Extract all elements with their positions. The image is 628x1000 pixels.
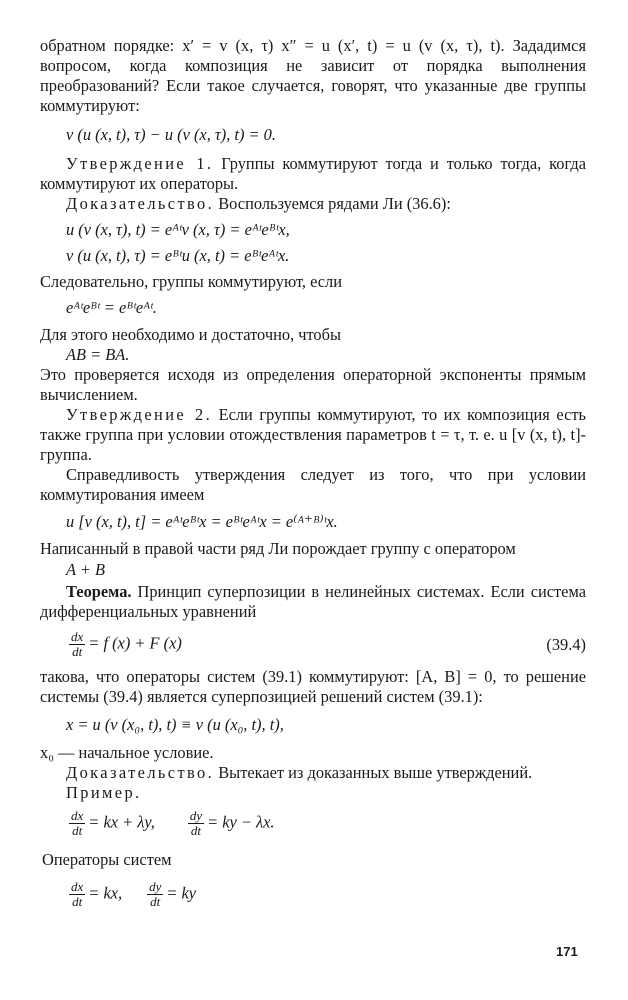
equation-39-4-rhs: = f (x) + F (x) — [88, 633, 182, 653]
paragraph-system-operators: Операторы систем — [42, 850, 172, 869]
statement-1 — [40, 154, 586, 194]
fraction-example-dy: $\frac{dy}{dt}$ — [189, 808, 203, 838]
proof-1-label: Доказательство. — [66, 194, 215, 213]
fraction-example-dx: $\frac{dx}{dt}$ — [71, 808, 84, 838]
theorem — [40, 582, 586, 622]
equation-number-39-4: (39.4) — [546, 634, 586, 654]
page-number: 171 — [556, 944, 578, 959]
theorem-label: Теорема. — [66, 582, 132, 601]
paragraph-necessary: Для этого необходимо и достаточно, чтобы — [40, 325, 341, 344]
theorem-text: Принцип суперпозиции в нелинейных системах. Если система дифференциальных уравнений — [40, 582, 586, 621]
fraction-operator-dy: $\frac{dy}{dt}$ — [149, 879, 162, 909]
equation-39-4-body — [66, 630, 182, 659]
statement-1-label: Утверждение 1. — [66, 154, 214, 173]
equation-lie-series-2: v (u (x, t), τ) = eᴮᵗu (x, t) = eᴮᵗeᴬᵗx. — [66, 246, 290, 265]
paragraph-verified: Это проверяется исходя из определения операторной экспоненты прямым вычислением. — [40, 365, 586, 404]
equation-superposition-solution: x = u (v (x₀, t), t) ≡ v (u (x₀, t), t), — [66, 715, 284, 734]
equation-commutation: v (u (x, t), τ) − u (v (x, τ), t) = 0. — [66, 125, 276, 144]
equation-operator-second: = ky — [166, 883, 197, 903]
paragraph-validity: Справедливость утверждения следует из того, что при условии коммутирования имеем — [40, 465, 586, 504]
paragraph-lie-generates: Написанный в правой части ряд Ли порождает группу с оператором — [40, 539, 516, 558]
equation-39-4 — [66, 630, 586, 659]
equation-example-second: = ky − λx. — [207, 812, 275, 832]
proof-2-label: Доказательство. — [66, 763, 215, 782]
statement-1-text: Группы коммутируют тогда и только тогда, когда коммутируют их операторы. — [40, 154, 586, 193]
page-body — [40, 36, 586, 909]
equation-example-first: = kx + λy, — [88, 812, 155, 832]
proof-1 — [40, 194, 586, 214]
proof-1-text: Воспользуемся рядами Ли (36.6): — [214, 194, 451, 213]
statement-2 — [40, 405, 586, 465]
example-label: Пример. — [66, 783, 142, 802]
equation-exponent-commute: eᴬᵗeᴮᵗ = eᴮᵗeᴬᵗ. — [66, 298, 157, 317]
paragraph-consequently: Следовательно, группы коммутируют, если — [40, 272, 343, 291]
equation-a-plus-b: A + B — [66, 560, 105, 579]
equation-ab-ba: AB = BA. — [66, 345, 130, 364]
paragraph-initial-condition: x₀ — начальное условие. — [40, 743, 214, 762]
proof-2-text: Вытекает из доказанных выше утверждений. — [214, 763, 533, 782]
equation-composition-group: u [v (x, t), t] = eᴬᵗeᴮᵗx = eᴮᵗeᴬᵗx = e⁽ᴬ⁺ᴮ⁾ᵗx. — [66, 512, 338, 531]
equation-operator-systems — [66, 880, 586, 909]
equation-operator-first: = kx, — [88, 883, 123, 903]
statement-2-text: Если группы коммутируют, то их композиция есть также группа при условии отождествления параметров t = τ, т. е. u [v (x, t), t]-группа. — [40, 405, 586, 464]
fraction-dx-dt: $\frac{dx}{dt}$ — [71, 629, 84, 659]
equation-example-system — [66, 809, 586, 838]
paragraph-composition-order: обратном порядке: x′ = v (x, τ) x″ = u (x′, t) = u (v (x, τ), t). Зададимся вопросом, когда композиция не зависит от порядка выполнения преобразований? Если такое случается, говорят, что указанные две группы коммутируют: — [40, 36, 586, 115]
fraction-operator-dx: $\frac{dx}{dt}$ — [71, 879, 84, 909]
proof-2 — [40, 763, 586, 783]
paragraph-superposition: такова, что операторы систем (39.1) коммутируют: [A, B] = 0, то решение системы (39.4) является суперпозицией решений систем (39.1): — [40, 667, 586, 706]
statement-2-label: Утверждение 2. — [66, 405, 213, 424]
equation-lie-series-1: u (v (x, τ), t) = eᴬᵗv (x, τ) = eᴬᵗeᴮᵗx, — [66, 220, 290, 239]
